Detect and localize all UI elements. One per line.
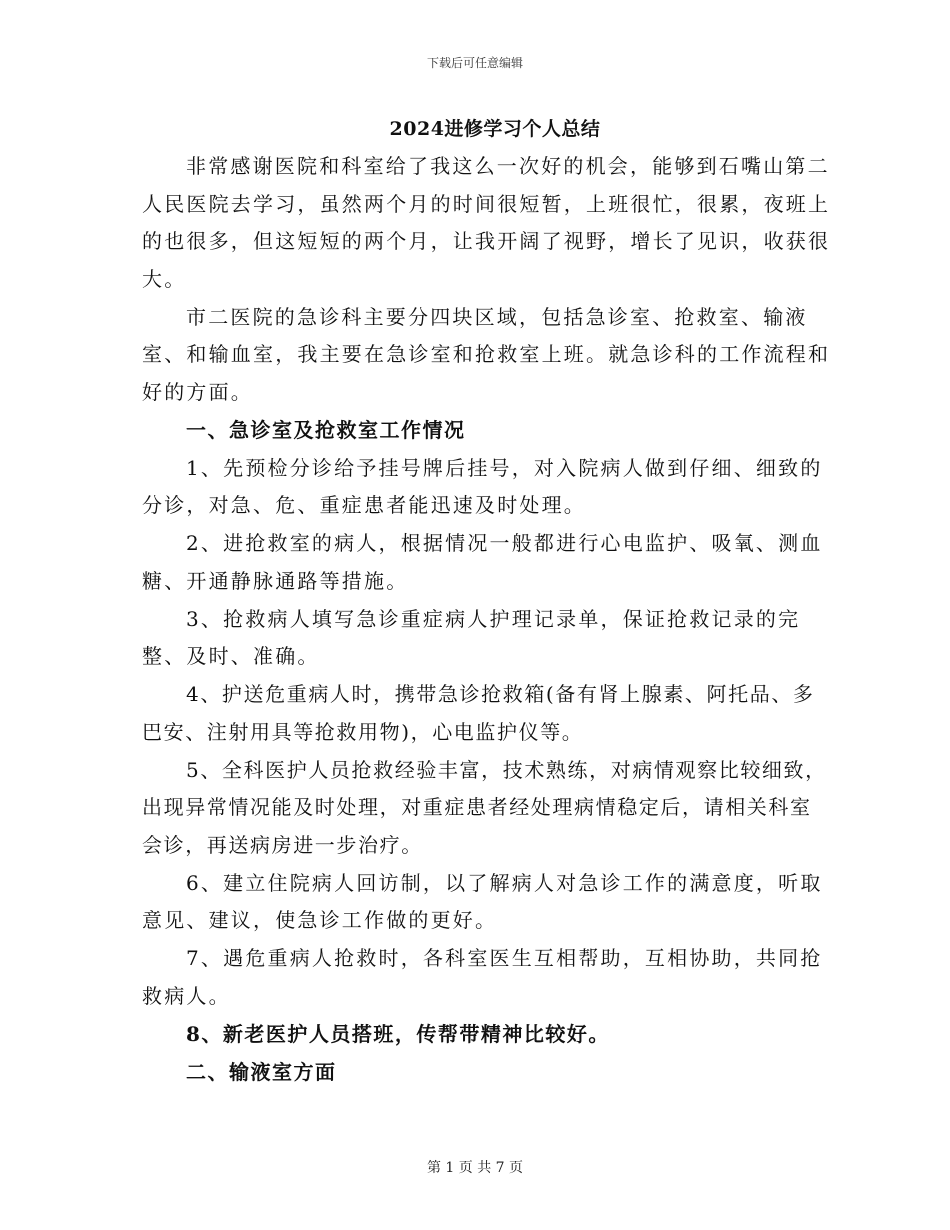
paragraph-overview: 市二医院的急诊科主要分四块区域，包括急诊室、抢救室、输液室、和输血室，我主要在急诊室和抢救室上班。就急诊科的工作流程和好的方面。 bbox=[142, 304, 831, 404]
list-item-records: 3、抢救病人填写急诊重症病人护理记录单，保证抢救记录的完整、及时、准确。 bbox=[142, 606, 801, 668]
paragraph-intro: 非常感谢医院和科室给了我这么一次好的机会，能够到石嘴山第二人民医院去学习，虽然两个月的时间很短暂，上班很忙，很累，夜班上的也很多，但这短短的两个月，让我开阔了视野，增长了见识，收获很大。 bbox=[142, 154, 831, 291]
document-body bbox=[142, 148, 832, 1092]
section-heading-emergency: 一、急诊室及抢救室工作情况 bbox=[186, 417, 466, 442]
section-heading-infusion: 二、输液室方面 bbox=[186, 1059, 337, 1084]
list-item-follow-up: 6、建立住院病人回访制，以了解病人对急诊工作的满意度，听取意见、建议，使急诊工作做的更好。 bbox=[142, 870, 823, 932]
list-item-rescue-room: 2、进抢救室的病人，根据情况一般都进行心电监护、吸氧、测血糖、开通静脉通路等措施。 bbox=[142, 531, 823, 593]
list-item-triage: 1、先预检分诊给予挂号牌后挂号，对入院病人做到仔细、细致的分诊，对急、危、重症患者能迅速及时处理。 bbox=[142, 455, 823, 517]
list-item-mentoring: 8、新老医护人员搭班，传帮带精神比较好。 bbox=[186, 1021, 610, 1046]
page-number: 第 1 页 共 7 页 bbox=[426, 1160, 524, 1176]
page-header-note: 下载后可任意编辑 bbox=[426, 56, 523, 70]
list-item-experience: 5、全科医护人员抢救经验丰富，技术熟练，对病情观察比较细致，出现异常情况能及时处理，对重症患者经处理病情稳定后，请相关科室会诊，再送病房进一步治疗。 bbox=[142, 757, 827, 857]
list-item-cooperation: 7、遇危重病人抢救时，各科室医生互相帮助，互相协助，共同抢救病人。 bbox=[142, 946, 823, 1008]
document-title: 2024进修学习个人总结 bbox=[389, 118, 601, 140]
list-item-escort: 4、护送危重病人时，携带急诊抢救箱(备有肾上腺素、阿托品、多巴安、注射用具等抢救用物)，心电监护仪等。 bbox=[142, 682, 815, 744]
